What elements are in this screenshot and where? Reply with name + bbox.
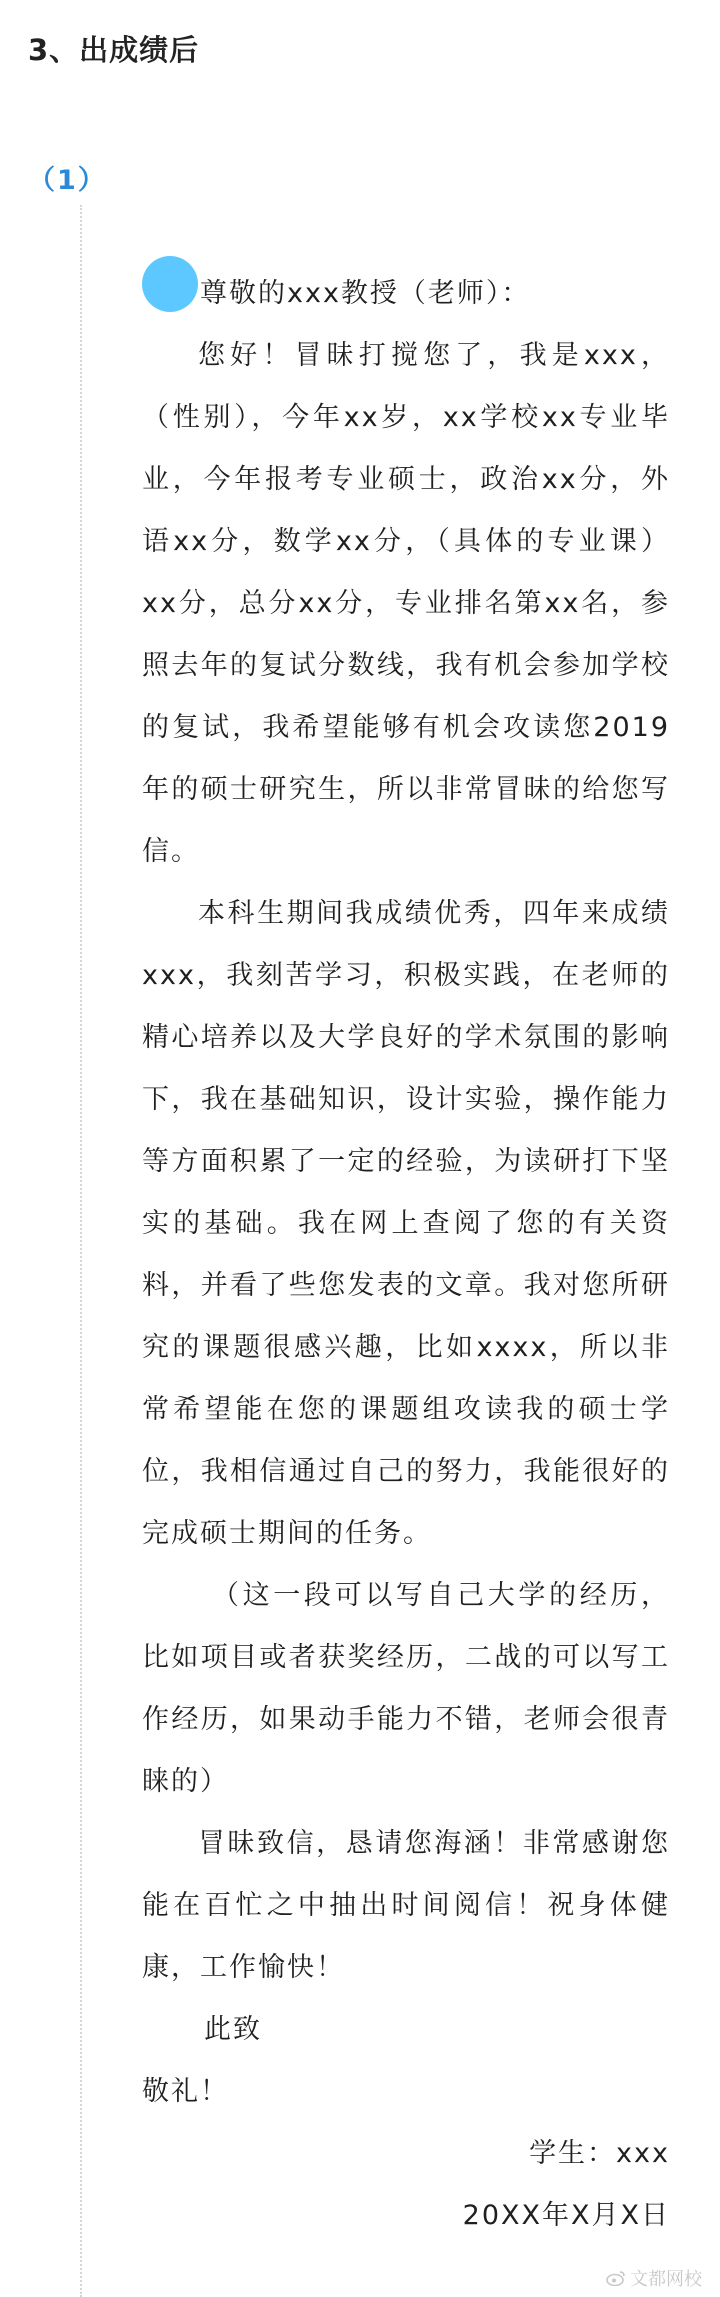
letter-date: 20XX年X月X日 (462, 2200, 670, 2231)
letter-closing-cizhi: 此致 (204, 2014, 262, 2045)
letter-paragraph-intro: 您好！冒昧打搅您了，我是xxx，（性别），今年xx岁，xx学校xx专业毕业，今年报考专业硕士，政治xx分，外语xx分，数学xx分，（具体的专业课）xx分，总分xx分，专业排名第xx名，参照去年的复试分数线，我有机会参加学校的复试，我希望能够有机会攻读您2019年的硕士研究生，所以非常冒昧的给您写信。 (142, 340, 670, 867)
sub-section-label: （1） (28, 165, 107, 196)
letter-paragraph-thanks: 冒昧致信，恳请您海涵！非常感谢您能在百忙之中抽出时间阅信！祝身体健康，工作愉快！ (142, 1828, 670, 1983)
weibo-logo-icon (606, 2270, 626, 2286)
letter-closing-jingli: 敬礼！ (142, 2076, 229, 2107)
watermark-text: 文都网校 (630, 2269, 702, 2290)
letter-paragraph-experience-note: （这一段可以写自己大学的经历，比如项目或者获奖经历，二战的可以写工作经历，如果动手能力不错，老师会很青睐的） (142, 1580, 670, 1797)
letter-signature: 学生：xxx (529, 2138, 670, 2169)
watermark (606, 2265, 702, 2291)
letter-body (142, 263, 670, 2247)
letter-salutation: 尊敬的xxx教授（老师）： (200, 278, 531, 309)
letter-paragraph-background: 本科生期间我成绩优秀，四年来成绩xxx，我刻苦学习，积极实践，在老师的精心培养以及大学良好的学术氛围的影响下，我在基础知识，设计实验，操作能力等方面积累了一定的经验，为读研打下坚实的基础。我在网上查阅了您的有关资料，并看了些您发表的文章。我对您所研究的课题很感兴趣，比如xxxx，所以非常希望能在您的课题组攻读我的硕士学位，我相信通过自己的努力，我能很好的完成硕士期间的任务。 (142, 898, 670, 1549)
dotted-divider (80, 205, 82, 2297)
section-heading: 3、出成绩后 (28, 33, 200, 67)
